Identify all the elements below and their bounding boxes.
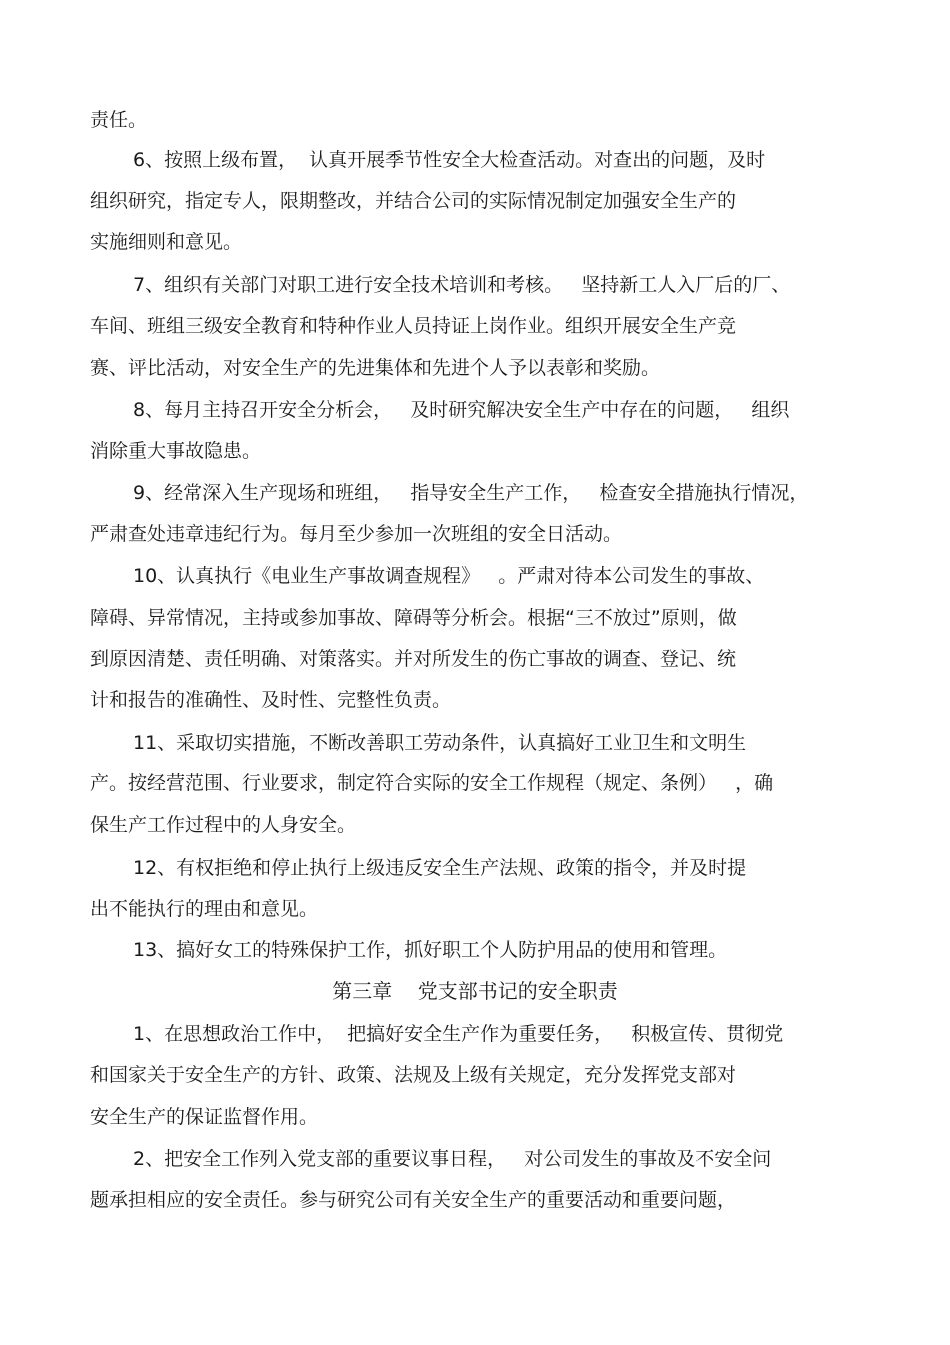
- text-line: 障碍、异常情况，主持或参加事故、障碍等分析会。根据“三不放过”原则，做: [90, 607, 737, 629]
- text-line: 组织研究，指定专人，限期整改，并结合公司的实际情况制定加强安全生产的: [90, 190, 737, 212]
- text-line: 严肃查处违章违纪行为。每月至少参加一次班组的安全日活动。: [90, 523, 623, 545]
- text-line: 赛、评比活动，对安全生产的先进集体和先进个人予以表彰和奖励。: [90, 357, 661, 379]
- text-line: 11、采取切实措施，不断改善职工劳动条件，认真搞好工业卫生和文明生: [133, 732, 747, 754]
- text-line: 和国家关于安全生产的方针、政策、法规及上级有关规定，充分发挥党支部对: [90, 1064, 737, 1086]
- text-line: 7、组织有关部门对职工进行安全技术培训和考核。 坚持新工人入厂后的厂、: [133, 274, 791, 296]
- text-line: 8、每月主持召开安全分析会， 及时研究解决安全生产中存在的问题， 组织: [133, 399, 790, 421]
- text-line: 计和报告的准确性、及时性、完整性负责。: [90, 689, 452, 711]
- text-line: 安全生产的保证监督作用。: [90, 1106, 319, 1128]
- text-line: 12、有权拒绝和停止执行上级违反安全生产法规、政策的指令，并及时提: [133, 857, 747, 879]
- text-line: 产。按经营范围、行业要求，制定符合实际的安全工作规程（规定、条例） ，确: [90, 772, 774, 794]
- text-line: 车间、班组三级安全教育和特种作业人员持证上岗作业。组织开展安全生产竞: [90, 315, 737, 337]
- text-line: 责任。: [90, 109, 148, 131]
- text-line: 到原因清楚、责任明确、对策落实。并对所发生的伤亡事故的调查、登记、统: [90, 648, 737, 670]
- text-line: 6、按照上级布置， 认真开展季节性安全大检查活动。对查出的问题，及时: [133, 149, 766, 171]
- text-line: 1、在思想政治工作中， 把搞好安全生产作为重要任务， 积极宣传、贯彻党: [133, 1023, 784, 1045]
- text-line: 实施细则和意见。: [90, 231, 243, 253]
- text-line: 出不能执行的理由和意见。: [90, 898, 319, 920]
- text-line: 消除重大事故隐患。: [90, 440, 262, 462]
- text-line: 题承担相应的安全责任。参与研究公司有关安全生产的重要活动和重要问题，: [90, 1189, 737, 1211]
- text-line: 保生产工作过程中的人身安全。: [90, 814, 357, 836]
- text-line: 9、经常深入生产现场和班组， 指导安全生产工作， 检查安全措施执行情况，: [133, 482, 809, 504]
- text-line: 10、认真执行《电业生产事故调查规程》 。严肃对待本公司发生的事故、: [133, 565, 765, 587]
- chapter-heading: 第三章 党支部书记的安全职责: [332, 979, 618, 1003]
- text-line: 2、把安全工作列入党支部的重要议事日程， 对公司发生的事故及不安全问: [133, 1148, 772, 1170]
- text-line: 13、搞好女工的特殊保护工作，抓好职工个人防护用品的使用和管理。: [133, 939, 728, 961]
